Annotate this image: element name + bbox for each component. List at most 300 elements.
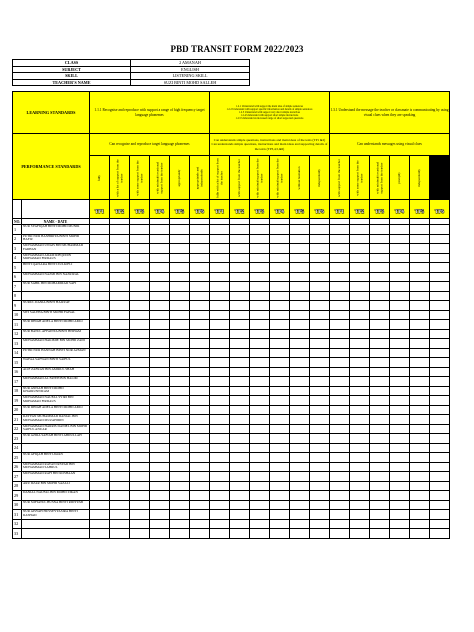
grade-cell[interactable] — [230, 377, 250, 387]
grade-cell[interactable] — [330, 529, 350, 539]
grade-cell[interactable] — [230, 367, 250, 377]
grade-cell[interactable] — [410, 386, 430, 396]
grade-cell[interactable] — [390, 253, 410, 263]
grade-cell[interactable] — [270, 462, 290, 472]
grade-cell[interactable] — [330, 329, 350, 339]
student-name[interactable]: NUR AFIQAH BINTI AWAN — [22, 453, 90, 463]
grade-cell[interactable] — [390, 377, 410, 387]
grade-cell[interactable] — [410, 405, 430, 415]
grade-cell[interactable] — [150, 405, 170, 415]
grade-cell[interactable] — [370, 405, 390, 415]
grade-cell[interactable] — [130, 291, 150, 301]
grade-cell[interactable] — [410, 339, 430, 349]
grade-cell[interactable] — [230, 386, 250, 396]
grade-cell[interactable] — [150, 282, 170, 292]
grade-cell[interactable] — [230, 491, 250, 501]
student-name[interactable] — [22, 519, 90, 529]
grade-cell[interactable] — [310, 348, 330, 358]
grade-cell[interactable] — [430, 263, 450, 273]
grade-cell[interactable] — [270, 386, 290, 396]
grade-cell[interactable] — [310, 377, 330, 387]
grade-cell[interactable] — [250, 377, 270, 387]
grade-cell[interactable] — [150, 500, 170, 510]
grade-cell[interactable] — [250, 291, 270, 301]
grade-cell[interactable] — [350, 424, 370, 434]
grade-cell[interactable] — [150, 272, 170, 282]
grade-cell[interactable] — [130, 500, 150, 510]
grade-cell[interactable] — [290, 244, 310, 254]
grade-cell[interactable] — [350, 443, 370, 453]
student-name[interactable]: ALIF ZAFRAN BIN AMIRUL SHAH — [22, 367, 90, 377]
grade-cell[interactable] — [110, 491, 130, 501]
grade-cell[interactable] — [290, 443, 310, 453]
grade-cell[interactable] — [190, 367, 210, 377]
grade-cell[interactable] — [250, 358, 270, 368]
grade-cell[interactable] — [430, 434, 450, 444]
grade-cell[interactable] — [330, 291, 350, 301]
grade-cell[interactable] — [270, 415, 290, 425]
grade-cell[interactable] — [310, 272, 330, 282]
grade-cell[interactable] — [210, 291, 230, 301]
grade-cell[interactable] — [230, 500, 250, 510]
student-name[interactable]: NUR SOFIATUL HUSNA BINTI RIDYUMI — [22, 500, 90, 510]
grade-cell[interactable] — [390, 272, 410, 282]
grade-cell[interactable] — [330, 481, 350, 491]
grade-cell[interactable] — [130, 405, 150, 415]
grade-cell[interactable] — [190, 291, 210, 301]
grade-cell[interactable] — [250, 367, 270, 377]
grade-cell[interactable] — [150, 481, 170, 491]
grade-cell[interactable] — [130, 282, 150, 292]
grade-cell[interactable] — [290, 424, 310, 434]
grade-cell[interactable] — [330, 348, 350, 358]
grade-cell[interactable] — [250, 234, 270, 244]
grade-cell[interactable] — [290, 263, 310, 273]
grade-cell[interactable] — [130, 320, 150, 330]
grade-cell[interactable] — [430, 491, 450, 501]
grade-cell[interactable] — [190, 500, 210, 510]
grade-cell[interactable] — [90, 291, 110, 301]
grade-cell[interactable] — [270, 481, 290, 491]
grade-cell[interactable] — [190, 443, 210, 453]
grade-cell[interactable] — [130, 529, 150, 539]
grade-cell[interactable] — [130, 244, 150, 254]
grade-cell[interactable] — [410, 310, 430, 320]
grade-cell[interactable] — [250, 225, 270, 235]
grade-cell[interactable] — [430, 348, 450, 358]
grade-cell[interactable] — [170, 386, 190, 396]
grade-cell[interactable] — [230, 519, 250, 529]
grade-cell[interactable] — [150, 472, 170, 482]
grade-cell[interactable] — [330, 301, 350, 311]
grade-cell[interactable] — [330, 253, 350, 263]
grade-cell[interactable] — [170, 472, 190, 482]
grade-cell[interactable] — [390, 386, 410, 396]
grade-cell[interactable] — [350, 481, 370, 491]
grade-cell[interactable] — [90, 263, 110, 273]
grade-cell[interactable] — [350, 367, 370, 377]
grade-cell[interactable] — [130, 453, 150, 463]
grade-cell[interactable] — [410, 263, 430, 273]
grade-cell[interactable] — [310, 415, 330, 425]
grade-cell[interactable] — [330, 500, 350, 510]
grade-cell[interactable] — [330, 377, 350, 387]
grade-cell[interactable] — [170, 481, 190, 491]
grade-cell[interactable] — [110, 282, 130, 292]
grade-cell[interactable] — [390, 453, 410, 463]
grade-cell[interactable] — [430, 253, 450, 263]
grade-cell[interactable] — [110, 234, 130, 244]
student-name[interactable]: NUR AZIRA SAFIAH BINTI ABDULLAH — [22, 434, 90, 444]
grade-cell[interactable] — [150, 453, 170, 463]
grade-cell[interactable] — [430, 386, 450, 396]
student-name[interactable]: MUHAMMAD NAUFAL SYIRI BIN MOHAMAD FIRDAUS — [22, 396, 90, 406]
grade-cell[interactable] — [250, 253, 270, 263]
grade-cell[interactable] — [370, 329, 390, 339]
grade-cell[interactable] — [190, 529, 210, 539]
grade-cell[interactable] — [190, 510, 210, 520]
grade-cell[interactable] — [150, 348, 170, 358]
grade-cell[interactable] — [390, 529, 410, 539]
grade-cell[interactable] — [290, 291, 310, 301]
grade-cell[interactable] — [210, 358, 230, 368]
grade-cell[interactable] — [330, 396, 350, 406]
grade-cell[interactable] — [430, 424, 450, 434]
grade-cell[interactable] — [270, 377, 290, 387]
grade-cell[interactable] — [90, 481, 110, 491]
grade-cell[interactable] — [270, 282, 290, 292]
grade-cell[interactable] — [370, 348, 390, 358]
grade-cell[interactable] — [330, 339, 350, 349]
grade-cell[interactable] — [210, 272, 230, 282]
grade-cell[interactable] — [210, 510, 230, 520]
grade-cell[interactable] — [230, 339, 250, 349]
grade-cell[interactable] — [110, 472, 130, 482]
grade-cell[interactable] — [370, 415, 390, 425]
grade-cell[interactable] — [370, 396, 390, 406]
grade-cell[interactable] — [230, 291, 250, 301]
student-name[interactable]: BINTI QAISARA BINTI ZULKIFLI — [22, 263, 90, 273]
grade-cell[interactable] — [130, 377, 150, 387]
grade-cell[interactable] — [150, 367, 170, 377]
grade-cell[interactable] — [330, 443, 350, 453]
grade-cell[interactable] — [310, 519, 330, 529]
info-value[interactable]: 2 AMANAH — [131, 60, 250, 67]
grade-cell[interactable] — [330, 510, 350, 520]
grade-cell[interactable] — [90, 453, 110, 463]
grade-cell[interactable] — [310, 462, 330, 472]
grade-cell[interactable] — [270, 405, 290, 415]
grade-cell[interactable] — [290, 500, 310, 510]
grade-cell[interactable] — [270, 234, 290, 244]
grade-cell[interactable] — [90, 348, 110, 358]
grade-cell[interactable] — [110, 301, 130, 311]
grade-cell[interactable] — [330, 434, 350, 444]
grade-cell[interactable] — [310, 500, 330, 510]
grade-cell[interactable] — [270, 529, 290, 539]
grade-cell[interactable] — [190, 253, 210, 263]
grade-cell[interactable] — [210, 234, 230, 244]
grade-cell[interactable] — [250, 320, 270, 330]
grade-cell[interactable] — [410, 282, 430, 292]
grade-cell[interactable] — [130, 348, 150, 358]
grade-cell[interactable] — [90, 339, 110, 349]
grade-cell[interactable] — [190, 462, 210, 472]
grade-cell[interactable] — [410, 367, 430, 377]
grade-cell[interactable] — [150, 329, 170, 339]
grade-cell[interactable] — [90, 320, 110, 330]
grade-cell[interactable] — [350, 272, 370, 282]
grade-cell[interactable] — [290, 358, 310, 368]
grade-cell[interactable] — [430, 291, 450, 301]
grade-cell[interactable] — [210, 500, 230, 510]
grade-cell[interactable] — [270, 453, 290, 463]
grade-cell[interactable] — [110, 453, 130, 463]
grade-cell[interactable] — [110, 339, 130, 349]
grade-cell[interactable] — [430, 415, 450, 425]
grade-cell[interactable] — [270, 348, 290, 358]
grade-cell[interactable] — [190, 453, 210, 463]
grade-cell[interactable] — [310, 386, 330, 396]
grade-cell[interactable] — [390, 415, 410, 425]
grade-cell[interactable] — [350, 253, 370, 263]
grade-cell[interactable] — [310, 529, 330, 539]
grade-cell[interactable] — [250, 272, 270, 282]
grade-cell[interactable] — [250, 396, 270, 406]
grade-cell[interactable] — [170, 301, 190, 311]
grade-cell[interactable] — [350, 519, 370, 529]
grade-cell[interactable] — [190, 339, 210, 349]
grade-cell[interactable] — [250, 263, 270, 273]
grade-cell[interactable] — [90, 519, 110, 529]
grade-cell[interactable] — [410, 244, 430, 254]
grade-cell[interactable] — [90, 491, 110, 501]
grade-cell[interactable] — [430, 310, 450, 320]
grade-cell[interactable] — [210, 424, 230, 434]
grade-cell[interactable] — [190, 301, 210, 311]
grade-cell[interactable] — [430, 500, 450, 510]
grade-cell[interactable] — [90, 282, 110, 292]
grade-cell[interactable] — [110, 367, 130, 377]
grade-cell[interactable] — [350, 244, 370, 254]
grade-cell[interactable] — [90, 434, 110, 444]
grade-cell[interactable] — [330, 367, 350, 377]
student-name[interactable]: NUR ANISAH BINTI MOHD KHAIRUNNIZAM — [22, 386, 90, 396]
student-name[interactable]: MUHAMMAD HARRIS DANIEL BIN MOHD SAIFUL ANUAR — [22, 424, 90, 434]
grade-cell[interactable] — [170, 367, 190, 377]
grade-cell[interactable] — [130, 310, 150, 320]
grade-cell[interactable] — [110, 358, 130, 368]
grade-cell[interactable] — [350, 291, 370, 301]
grade-cell[interactable] — [370, 481, 390, 491]
grade-cell[interactable] — [430, 244, 450, 254]
grade-cell[interactable] — [310, 244, 330, 254]
grade-cell[interactable] — [190, 481, 210, 491]
grade-cell[interactable] — [90, 500, 110, 510]
grade-cell[interactable] — [90, 405, 110, 415]
grade-cell[interactable] — [270, 434, 290, 444]
grade-cell[interactable] — [170, 434, 190, 444]
grade-cell[interactable] — [250, 329, 270, 339]
grade-cell[interactable] — [170, 462, 190, 472]
grade-cell[interactable] — [130, 415, 150, 425]
grade-cell[interactable] — [430, 301, 450, 311]
grade-cell[interactable] — [150, 491, 170, 501]
grade-cell[interactable] — [210, 491, 230, 501]
grade-cell[interactable] — [130, 253, 150, 263]
grade-cell[interactable] — [130, 510, 150, 520]
grade-cell[interactable] — [150, 339, 170, 349]
grade-cell[interactable] — [350, 491, 370, 501]
grade-cell[interactable] — [390, 500, 410, 510]
grade-cell[interactable] — [350, 472, 370, 482]
grade-cell[interactable] — [270, 272, 290, 282]
grade-cell[interactable] — [350, 500, 370, 510]
grade-cell[interactable] — [410, 462, 430, 472]
grade-cell[interactable] — [250, 301, 270, 311]
grade-cell[interactable] — [270, 491, 290, 501]
grade-cell[interactable] — [170, 491, 190, 501]
grade-cell[interactable] — [290, 367, 310, 377]
grade-cell[interactable] — [130, 367, 150, 377]
grade-cell[interactable] — [410, 434, 430, 444]
student-name[interactable]: NUR SYAFIQAH BINTI MOHD MUNIR — [22, 225, 90, 235]
grade-cell[interactable] — [370, 272, 390, 282]
grade-cell[interactable] — [330, 234, 350, 244]
grade-cell[interactable] — [130, 272, 150, 282]
grade-cell[interactable] — [330, 244, 350, 254]
grade-cell[interactable] — [390, 396, 410, 406]
grade-cell[interactable] — [250, 481, 270, 491]
grade-cell[interactable] — [210, 396, 230, 406]
grade-cell[interactable] — [230, 348, 250, 358]
grade-cell[interactable] — [410, 396, 430, 406]
grade-cell[interactable] — [90, 272, 110, 282]
grade-cell[interactable] — [250, 443, 270, 453]
grade-cell[interactable] — [290, 415, 310, 425]
grade-cell[interactable] — [270, 244, 290, 254]
grade-cell[interactable] — [390, 358, 410, 368]
grade-cell[interactable] — [430, 225, 450, 235]
grade-cell[interactable] — [310, 434, 330, 444]
student-name[interactable] — [22, 529, 90, 539]
grade-cell[interactable] — [230, 424, 250, 434]
grade-cell[interactable] — [290, 529, 310, 539]
grade-cell[interactable] — [230, 443, 250, 453]
grade-cell[interactable] — [150, 462, 170, 472]
grade-cell[interactable] — [130, 519, 150, 529]
grade-cell[interactable] — [390, 263, 410, 273]
grade-cell[interactable] — [390, 472, 410, 482]
grade-cell[interactable] — [390, 234, 410, 244]
grade-cell[interactable] — [430, 358, 450, 368]
grade-cell[interactable] — [390, 348, 410, 358]
grade-cell[interactable] — [290, 396, 310, 406]
grade-cell[interactable] — [190, 377, 210, 387]
grade-cell[interactable] — [150, 415, 170, 425]
grade-cell[interactable] — [130, 491, 150, 501]
student-name[interactable]: DANIAL NAUFAL BIN MOHD ZIKAN — [22, 491, 90, 501]
student-name[interactable]: SITI SALEHA BINTI MOHD FAISAL — [22, 310, 90, 320]
grade-cell[interactable] — [290, 405, 310, 415]
grade-cell[interactable] — [370, 301, 390, 311]
grade-cell[interactable] — [310, 282, 330, 292]
grade-cell[interactable] — [270, 263, 290, 273]
grade-cell[interactable] — [390, 405, 410, 415]
grade-cell[interactable] — [210, 244, 230, 254]
grade-cell[interactable] — [370, 367, 390, 377]
grade-cell[interactable] — [370, 377, 390, 387]
student-name[interactable]: ARU DZAR BIN MOHD SAZALI — [22, 481, 90, 491]
grade-cell[interactable] — [230, 453, 250, 463]
student-name[interactable]: MUHAMMAD AL FATEH BIN HALIM — [22, 377, 90, 387]
grade-cell[interactable] — [410, 377, 430, 387]
grade-cell[interactable] — [270, 472, 290, 482]
grade-cell[interactable] — [110, 310, 130, 320]
grade-cell[interactable] — [430, 510, 450, 520]
grade-cell[interactable] — [370, 358, 390, 368]
grade-cell[interactable] — [390, 510, 410, 520]
grade-cell[interactable] — [190, 434, 210, 444]
grade-cell[interactable] — [330, 386, 350, 396]
grade-cell[interactable] — [290, 453, 310, 463]
grade-cell[interactable] — [430, 529, 450, 539]
grade-cell[interactable] — [270, 225, 290, 235]
grade-cell[interactable] — [90, 367, 110, 377]
grade-cell[interactable] — [250, 462, 270, 472]
grade-cell[interactable] — [170, 282, 190, 292]
grade-cell[interactable] — [250, 519, 270, 529]
grade-cell[interactable] — [390, 225, 410, 235]
grade-cell[interactable] — [370, 510, 390, 520]
grade-cell[interactable] — [170, 405, 190, 415]
grade-cell[interactable] — [150, 310, 170, 320]
grade-cell[interactable] — [90, 225, 110, 235]
grade-cell[interactable] — [150, 377, 170, 387]
grade-cell[interactable] — [170, 320, 190, 330]
grade-cell[interactable] — [170, 310, 190, 320]
grade-cell[interactable] — [270, 253, 290, 263]
grade-cell[interactable] — [210, 320, 230, 330]
grade-cell[interactable] — [410, 253, 430, 263]
grade-cell[interactable] — [110, 377, 130, 387]
grade-cell[interactable] — [150, 358, 170, 368]
grade-cell[interactable] — [350, 234, 370, 244]
grade-cell[interactable] — [410, 510, 430, 520]
grade-cell[interactable] — [410, 358, 430, 368]
grade-cell[interactable] — [110, 348, 130, 358]
grade-cell[interactable] — [130, 329, 150, 339]
grade-cell[interactable] — [430, 320, 450, 330]
grade-cell[interactable] — [410, 500, 430, 510]
grade-cell[interactable] — [250, 348, 270, 358]
grade-cell[interactable] — [130, 386, 150, 396]
grade-cell[interactable] — [210, 253, 230, 263]
grade-cell[interactable] — [310, 453, 330, 463]
grade-cell[interactable] — [330, 453, 350, 463]
grade-cell[interactable] — [230, 301, 250, 311]
grade-cell[interactable] — [290, 339, 310, 349]
grade-cell[interactable] — [90, 244, 110, 254]
grade-cell[interactable] — [130, 434, 150, 444]
grade-cell[interactable] — [290, 462, 310, 472]
grade-cell[interactable] — [290, 234, 310, 244]
grade-cell[interactable] — [370, 434, 390, 444]
grade-cell[interactable] — [230, 234, 250, 244]
grade-cell[interactable] — [410, 272, 430, 282]
grade-cell[interactable] — [110, 396, 130, 406]
grade-cell[interactable] — [250, 510, 270, 520]
